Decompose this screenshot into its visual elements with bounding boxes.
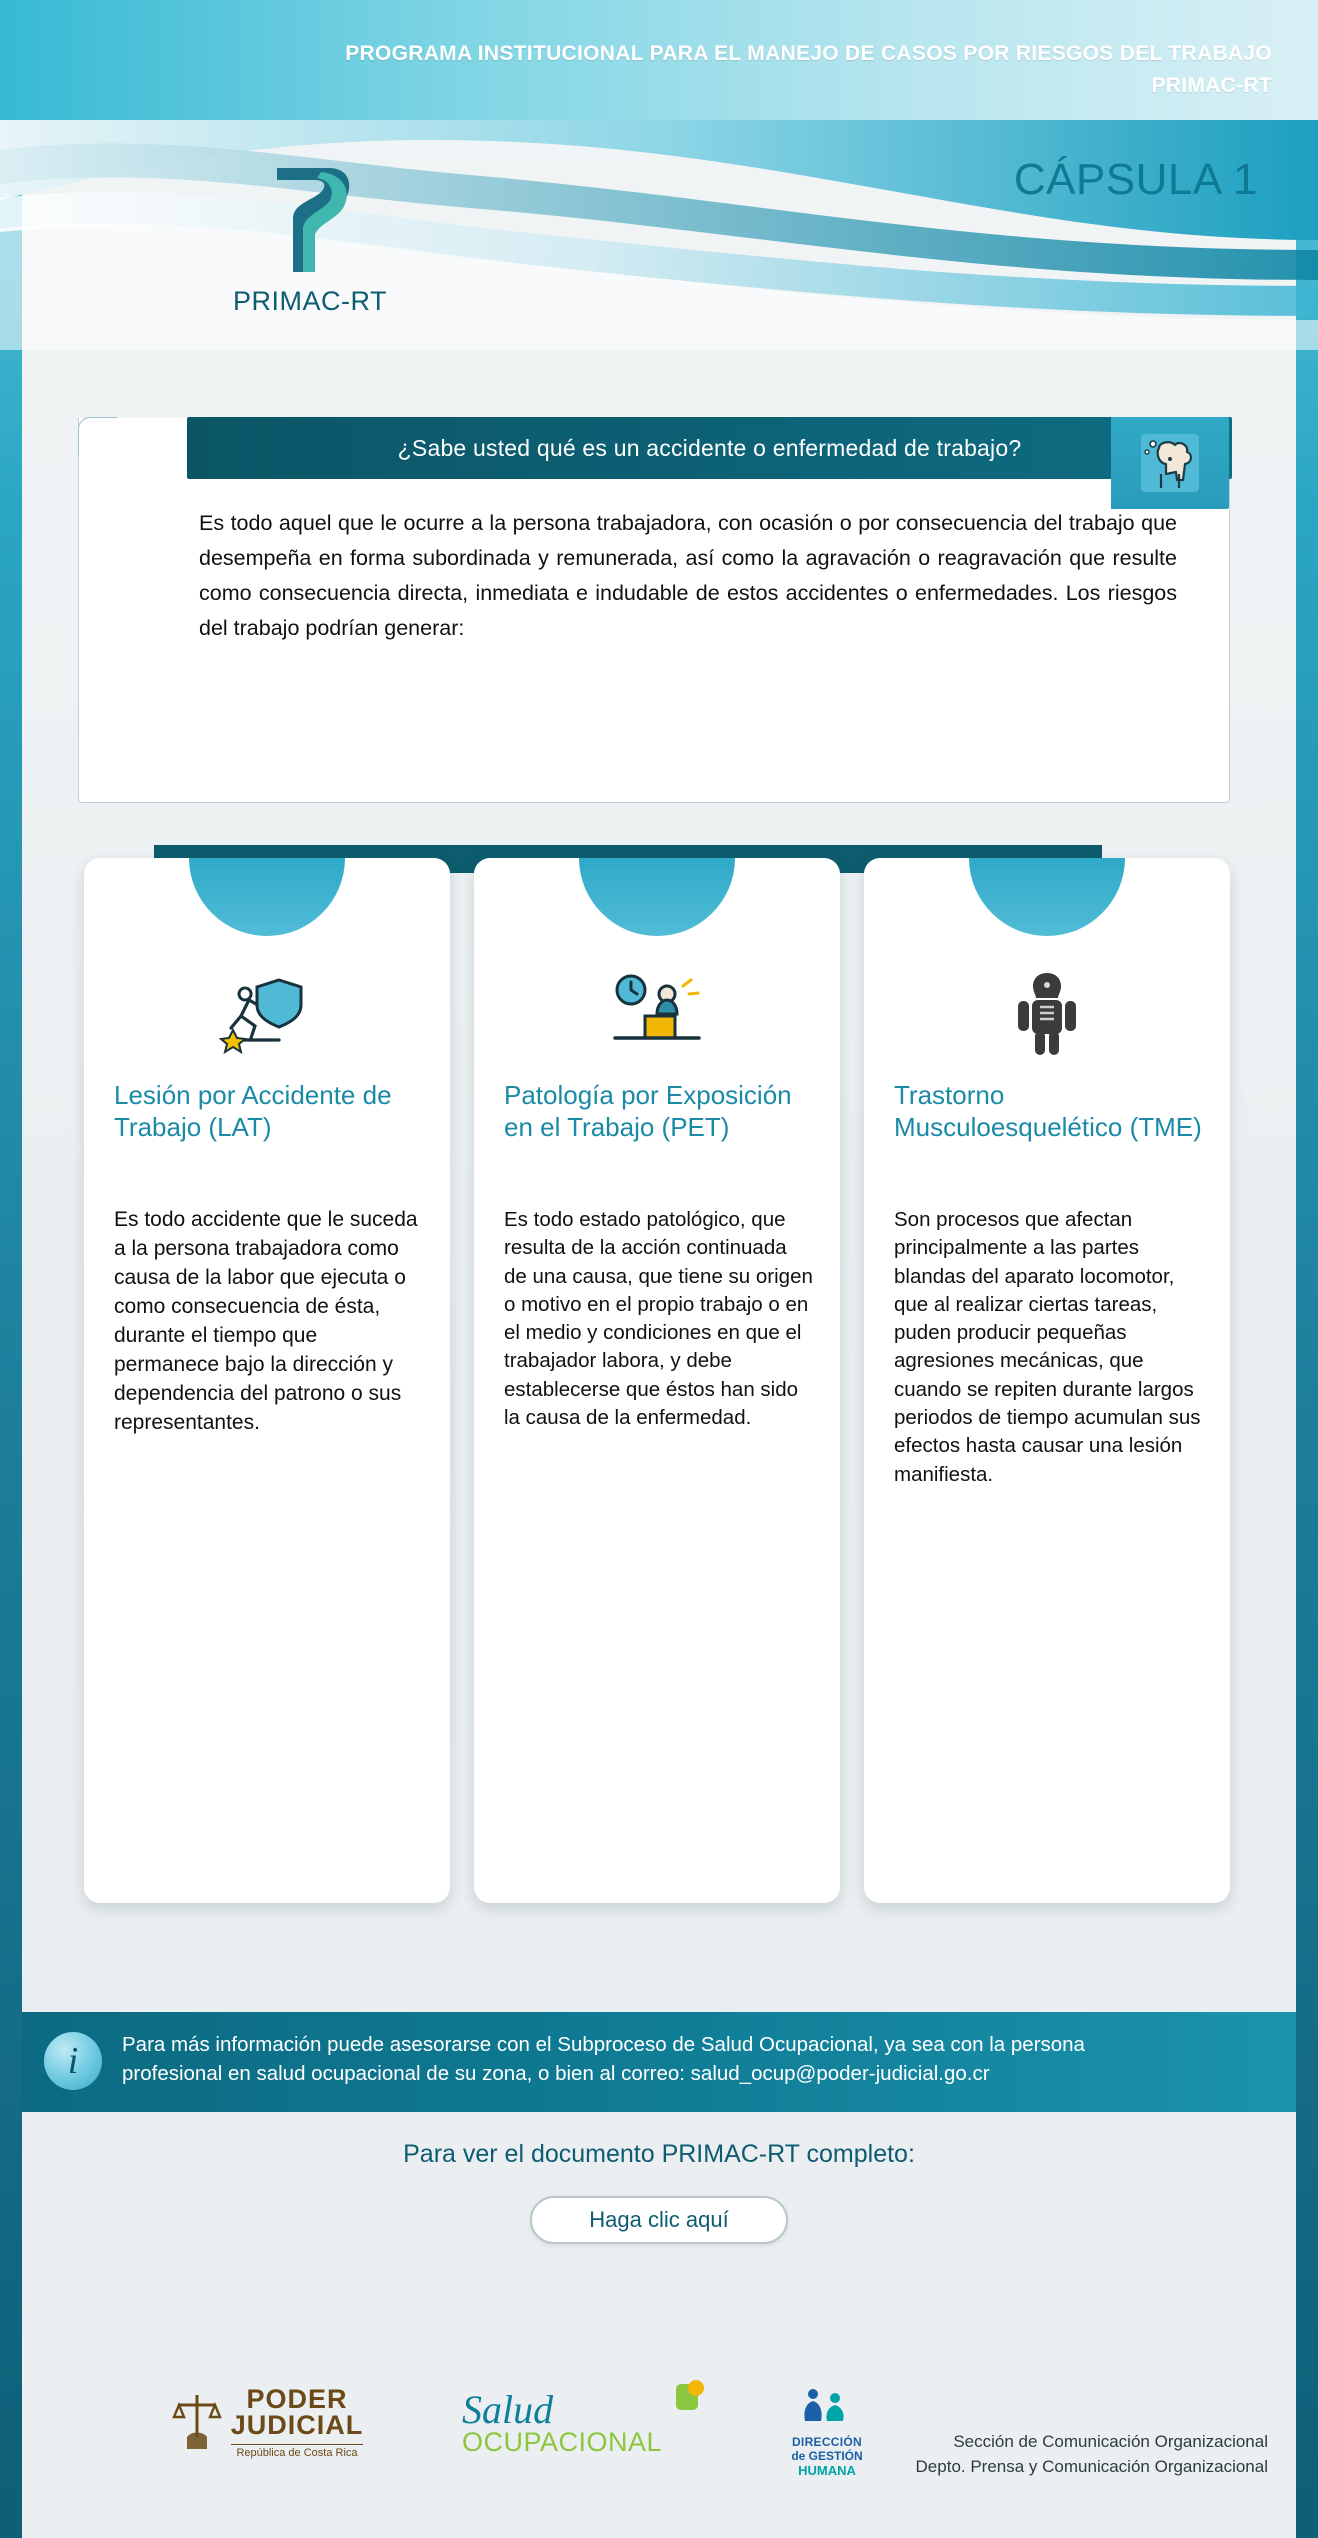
card-title: Lesión por Accidente de Trabajo (LAT) — [114, 1080, 392, 1142]
salud-word: Salud — [462, 2387, 554, 2432]
question-card — [78, 418, 1230, 803]
poder-judicial-title-1: PODER — [246, 2384, 348, 2414]
people-icon — [797, 2386, 857, 2430]
info-band — [22, 2012, 1296, 2112]
ocupacional-word: OCUPACIONAL — [462, 2427, 663, 2457]
question-body: Es todo aquel que le ocurre a la persona trabajadora, con ocasión o por consecuencia del trabajo que desempeña en forma subordinada y remunerada, así como la agravación o reagravación que resulte como consecuencia directa, inmediata e indudable de estos accidentes o enfermedades. Los riesgos del trabajo podrían generar: — [199, 511, 1177, 641]
poder-judicial-logo — [152, 2386, 382, 2459]
primac-logo-text: PRIMAC-RT — [232, 286, 387, 316]
card-body: Es todo accidente que le suceda a la persona trabajadora como causa de la labor que ejecuta o como consecuencia de ésta, durante el tiempo que permanece bajo la dirección y dependencia del patrono o sus representantes. — [114, 1208, 418, 1434]
capsule-number: CÁPSULA 1 — [1013, 155, 1258, 204]
program-title-line2: PRIMAC-RT — [1151, 73, 1272, 97]
info-line-2: profesional en salud ocupacional de su zona, o bien al correo: salud_ocup@poder-judicial.go.cr — [122, 2062, 990, 2086]
gestion-humana-logo — [742, 2386, 912, 2478]
card-lat — [84, 858, 450, 1903]
card-notch — [969, 858, 1125, 936]
skeleton-body-icon — [864, 958, 1230, 1068]
card-body: Es todo estado patológico, que resulta de la acción continuada de una causa, que tiene su origen o motivo en el propio trabajo o en el medio y condiciones en que el trabajador labora, y debe establecerse que éstos han sido la causa de la enfermedad. — [504, 1208, 813, 1429]
card-notch — [579, 858, 735, 936]
credits — [916, 2430, 1268, 2479]
primac-logo — [200, 160, 420, 317]
primac-logo-icon — [255, 160, 365, 280]
poder-judicial-title-2: JUDICIAL — [230, 2410, 364, 2441]
credits-line-1: Sección de Comunicación Organizacional — [953, 2432, 1268, 2451]
dgh-line-1: DIRECCIÓN — [791, 2435, 863, 2449]
question-title: ¿Sabe usted qué es un accidente o enfermedad de trabajo? — [397, 434, 1022, 461]
page-footer — [22, 2380, 1296, 2520]
program-title — [345, 38, 1272, 101]
worker-at-desk-clock-icon — [474, 958, 840, 1068]
falling-worker-icon — [84, 958, 450, 1068]
concept-cards — [78, 858, 1240, 1908]
card-pet — [474, 858, 840, 1903]
credits-line-2: Depto. Prensa y Comunicación Organizacional — [915, 2456, 1268, 2476]
program-title-line1: PROGRAMA INSTITUCIONAL PARA EL MANEJO DE CASOS POR RIESGOS DEL TRABAJO — [345, 42, 1272, 65]
justice-statue-icon — [171, 2391, 223, 2453]
card-title: Patología por Exposición en el Trabajo (PET) — [504, 1080, 792, 1142]
poder-judicial-subtitle: República de Costa Rica — [231, 2444, 364, 2459]
document-link-button[interactable]: Haga clic aquí — [530, 2196, 788, 2244]
page-header — [0, 0, 1318, 140]
card-notch — [189, 858, 345, 936]
leaf-icon — [670, 2378, 704, 2422]
cta-label: Para ver el documento PRIMAC-RT completo: — [403, 2140, 915, 2168]
dgh-line-3: HUMANA — [798, 2463, 856, 2478]
card-body: Son procesos que afectan principalmente a las partes blandas del aparato locomotor, que al realizar ciertas tareas, puden producir pequeñas agresiones mecánicas, que cuando se repiten durante largos periodos de tiempo acumulan sus efectos hasta causar una lesión manifiesta. — [894, 1208, 1201, 1486]
info-icon: i — [44, 2032, 102, 2090]
thinking-person-icon — [1111, 417, 1229, 509]
card-title: Trastorno Musculoesquelético (TME) — [894, 1080, 1202, 1142]
dgh-line-2: de GESTIÓN — [791, 2449, 863, 2463]
card-tme — [864, 858, 1230, 1903]
info-line-1: Para más información puede asesorarse con el Subproceso de Salud Ocupacional, ya sea con la persona — [122, 2033, 1085, 2056]
info-text — [122, 2030, 1248, 2088]
salud-ocupacional-logo — [462, 2386, 712, 2458]
question-bar — [187, 417, 1232, 479]
